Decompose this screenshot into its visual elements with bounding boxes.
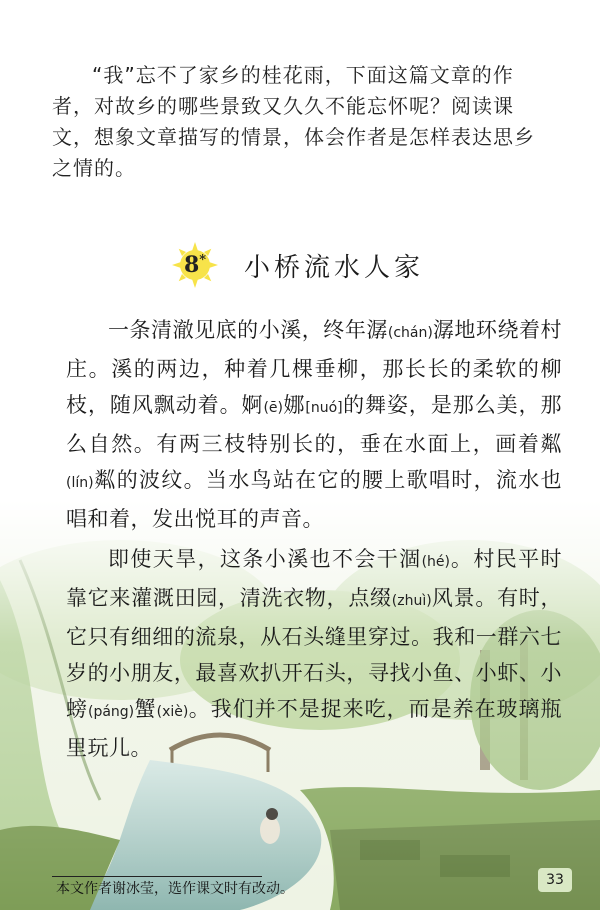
source-footnote: 本文作者谢冰莹，选作课文时有改动。 — [56, 881, 294, 897]
lesson-heading — [170, 240, 424, 290]
intro-prompt — [52, 60, 552, 184]
body-text-segment: 粼的波纹。当水鸟站在它的腰上歌唱时，流水也唱和着，发出悦耳的声音。 — [66, 468, 562, 531]
pinyin-annotation: (lín) — [66, 475, 94, 491]
lesson-number: 8* — [183, 252, 207, 278]
body-text-segment: 。我们并不是捉来吃，而是养在玻璃瓶里玩儿。 — [66, 697, 563, 760]
optional-lesson-marker: * — [199, 252, 207, 268]
body-paragraph-1 — [66, 312, 562, 537]
footnote-divider — [52, 876, 262, 877]
pinyin-annotation: [nuó] — [305, 400, 343, 416]
body-text-segment: 娜 — [283, 393, 306, 417]
intro-paragraph: “我”忘不了家乡的桂花雨，下面这篇文章的作者，对故乡的哪些景致又久久不能忘怀呢？阅读课文，想象文章描写的情景，体会作者是怎样表达思乡之情的。 — [52, 63, 535, 180]
body-text-segment: 潺地环绕着村庄。溪的两边，种着几棵垂柳，那长长的柔软的柳枝，随风飘动着。婀 — [66, 318, 563, 417]
page-number: 33 — [538, 868, 572, 892]
body-text-segment: 蟹 — [134, 697, 157, 721]
body-text-segment: 即使天旱，这条小溪也不会干涸 — [108, 547, 422, 571]
lesson-body — [66, 312, 562, 770]
pinyin-annotation: (páng) — [87, 704, 135, 720]
body-text-segment: 一条清澈见底的小溪，终年潺 — [108, 318, 388, 342]
body-text-segment: 。村民平时靠它来灌溉田园，清洗衣物，点缀 — [66, 547, 563, 610]
sun-badge-icon — [170, 240, 220, 290]
body-text-segment: 风景。有时，它只有细细的流泉，从石头缝里穿过。我和一群六七岁的小朋友，最喜欢扒开石头，寻找小鱼、小虾、小螃 — [66, 586, 563, 721]
pinyin-annotation: (zhuì) — [391, 593, 432, 609]
pinyin-annotation: (chán) — [387, 325, 433, 341]
body-paragraph-2 — [66, 541, 562, 766]
pinyin-annotation: (xiè) — [156, 704, 189, 720]
pinyin-annotation: (hé) — [421, 554, 451, 570]
pinyin-annotation: (ē) — [263, 400, 283, 416]
lesson-title: 小桥流水人家 — [244, 252, 425, 283]
body-text-segment: 的舞姿，是那么美，那么自然。有两三枝特别长的，垂在水面上，画着粼 — [66, 393, 563, 456]
